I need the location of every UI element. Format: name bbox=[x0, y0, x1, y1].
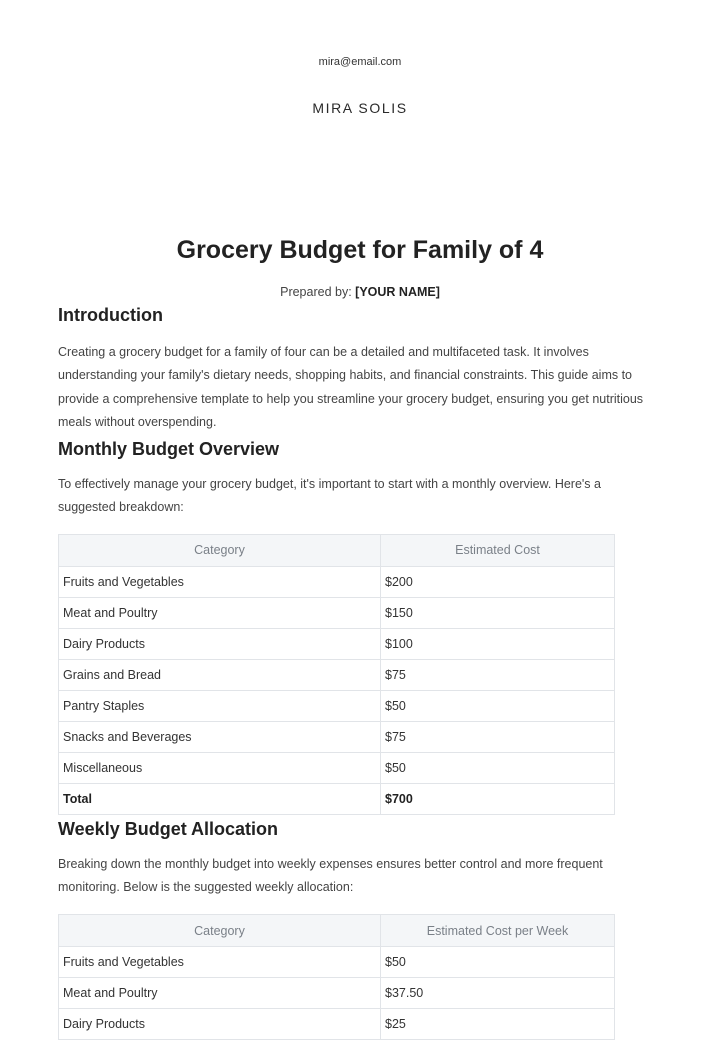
prepared-by-label: Prepared by: bbox=[280, 285, 352, 299]
prepared-by-name: [YOUR NAME] bbox=[355, 285, 440, 299]
introduction-paragraph: Creating a grocery budget for a family of four can be a detailed and multifaceted task. It involves understanding your family's dietary needs, shopping habits, and financial constraints. This guide aims to provide a comprehensive template to help you streamline your grocery budget, ensuring you get nutritious meals without overspending. bbox=[58, 345, 644, 429]
category-cell: Grains and Bread bbox=[59, 659, 381, 690]
category-cell: Meat and Poultry bbox=[59, 597, 381, 628]
table-row bbox=[59, 566, 615, 597]
table-row bbox=[59, 690, 615, 721]
total-value-cell: $700 bbox=[381, 783, 615, 814]
table-row bbox=[59, 721, 615, 752]
category-cell: Meat and Poultry bbox=[59, 978, 381, 1009]
category-cell: Pantry Staples bbox=[59, 690, 381, 721]
column-header: Category bbox=[59, 915, 381, 947]
column-header: Estimated Cost bbox=[381, 534, 615, 566]
cost-cell: $50 bbox=[381, 690, 615, 721]
category-cell: Snacks and Beverages bbox=[59, 721, 381, 752]
table-row bbox=[59, 597, 615, 628]
column-header: Category bbox=[59, 534, 381, 566]
monthly-budget-table bbox=[58, 534, 615, 815]
cost-cell: $75 bbox=[381, 721, 615, 752]
table-row bbox=[59, 947, 615, 978]
monthly-paragraph: To effectively manage your grocery budget, it's important to start with a monthly overview. Here's a suggested breakdown: bbox=[58, 477, 601, 515]
cost-cell: $37.50 bbox=[381, 978, 615, 1009]
document-title: Grocery Budget for Family of 4 bbox=[176, 236, 544, 264]
category-cell: Fruits and Vegetables bbox=[59, 566, 381, 597]
header-author: MIRA SOLIS bbox=[312, 100, 408, 116]
category-cell: Miscellaneous bbox=[59, 752, 381, 783]
prepared-by-line bbox=[0, 285, 720, 299]
category-cell: Dairy Products bbox=[59, 1009, 381, 1040]
table-row bbox=[59, 978, 615, 1009]
cost-cell: $150 bbox=[381, 597, 615, 628]
weekly-budget-table bbox=[58, 914, 615, 1040]
total-row bbox=[59, 783, 615, 814]
table-row bbox=[59, 659, 615, 690]
table-header-row bbox=[59, 534, 615, 566]
header-email: mira@email.com bbox=[318, 56, 402, 68]
weekly-heading: Weekly Budget Allocation bbox=[58, 818, 279, 839]
introduction-heading: Introduction bbox=[58, 305, 163, 325]
table-header-row bbox=[59, 915, 615, 947]
category-cell: Dairy Products bbox=[59, 628, 381, 659]
total-label-cell: Total bbox=[59, 783, 381, 814]
cost-cell: $100 bbox=[381, 628, 615, 659]
table-row bbox=[59, 1009, 615, 1040]
weekly-paragraph: Breaking down the monthly budget into weekly expenses ensures better control and more frequent monitoring. Below is the suggested weekly allocation: bbox=[58, 856, 603, 895]
monthly-heading: Monthly Budget Overview bbox=[58, 439, 280, 460]
category-cell: Fruits and Vegetables bbox=[59, 947, 381, 978]
table-row bbox=[59, 752, 615, 783]
cost-cell: $75 bbox=[381, 659, 615, 690]
cost-cell: $50 bbox=[381, 947, 615, 978]
cost-cell: $200 bbox=[381, 566, 615, 597]
column-header: Estimated Cost per Week bbox=[381, 915, 615, 947]
cost-cell: $50 bbox=[381, 752, 615, 783]
cost-cell: $25 bbox=[381, 1009, 615, 1040]
table-row bbox=[59, 628, 615, 659]
document-body bbox=[58, 304, 658, 1040]
